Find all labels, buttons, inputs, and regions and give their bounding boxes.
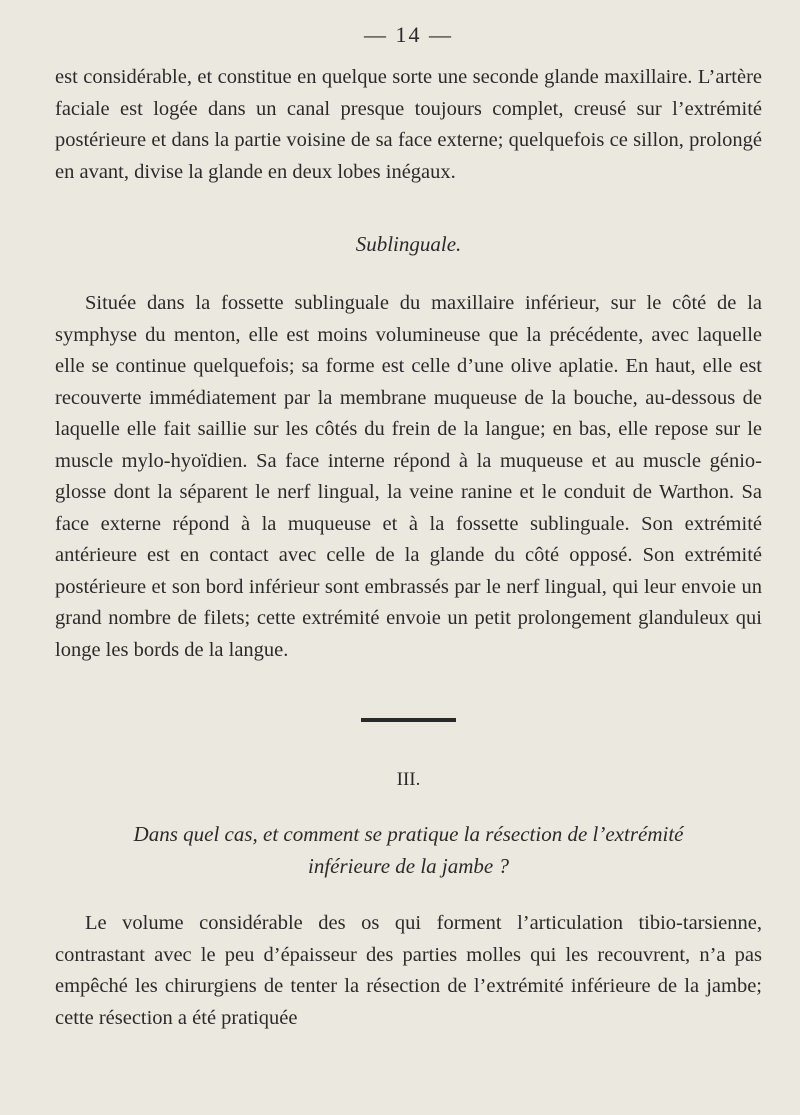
question-line-1: Dans quel cas, et comment se pratique la résection de l’extrémité [133, 822, 684, 846]
section-divider [361, 718, 456, 722]
section-title: Sublinguale. [355, 232, 462, 256]
paragraph-resection: Le volume considérable des os qui forment l’articulation tibio-tarsienne, contrastant avec le peu d’épaisseur des parties molles qui les recouvrent, n’a pas empêché les chirurgiens de tenter la résection de l’extrémité inférieure de la jambe; cette résection a été pratiquée [55, 912, 762, 1029]
chapter-question [55, 818, 762, 882]
question-line-2: inférieure de la jambe ? [307, 854, 509, 878]
paragraph-continuation: est considérable, et constitue en quelque sorte une seconde glande maxillaire. L’artère faciale est logée dans un canal presque toujours complet, creusé sur l’extrémité postérieure et dans la partie voisine de sa face externe; quelquefois ce sillon, prolongé en avant, divise la glande en deux lobes inégaux. [55, 66, 762, 183]
chapter-numeral: III. [396, 769, 421, 790]
paragraph-sublinguale: Située dans la fossette sublinguale du maxillaire inférieur, sur le côté de la symphyse du menton, elle est moins volumineuse que la précédente, avec laquelle elle se continue quelquefois; sa forme est celle d’une olive aplatie. En haut, elle est recouverte immédiatement par la membrane muqueuse de la bouche, au-dessous de laquelle elle fait saillie sur les côtés du frein de la langue; en bas, elle repose sur le muscle mylo-hyoïdien. Sa face interne répond à la muqueuse et au muscle génio-glosse dont la séparent le nerf lingual, la veine ranine et le conduit de Warthon. Sa face externe répond à la muqueuse et à la fossette sublinguale. Son extrémité antérieure est en contact avec celle de la glande du côté opposé. Son extrémité postérieure et son bord inférieur sont embrassés par le nerf lingual, qui leur envoie un grand nombre de filets; cette extrémité envoie un petit prolongement glanduleux qui longe les bords de la langue. [55, 292, 762, 661]
page-number: — 14 — [364, 22, 453, 47]
